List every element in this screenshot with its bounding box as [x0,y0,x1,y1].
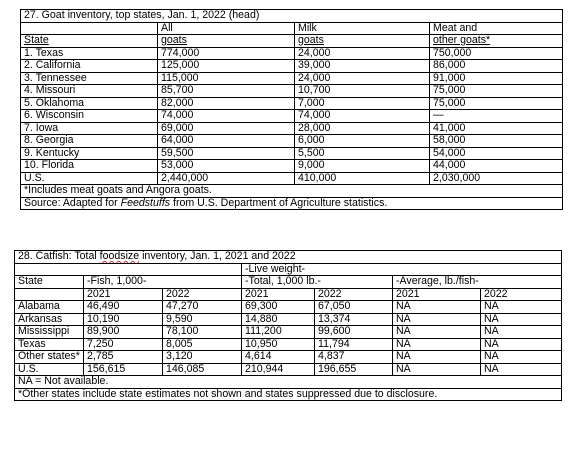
catfish-table-title [15,251,562,264]
cell-value: 47,270 [163,301,242,314]
row-label: 8. Georgia [21,135,158,148]
cell-value: 85,700 [158,85,295,98]
catfish-title-row [15,251,562,264]
cell-value: 774,000 [158,47,295,60]
cell-value: 7,000 [295,97,430,110]
catfish-title-foodsize: foodsize [99,250,140,262]
goat-source-row [21,197,563,210]
cell-value: 44,000 [430,160,563,173]
catfish-live-weight-spacer [15,263,242,276]
cell-value: 67,050 [315,301,393,314]
catfish-group-header-row [15,276,562,289]
cell-value: 78,100 [163,326,242,339]
cell-value: 28,000 [295,122,430,135]
goat-source-publication: Feedstuffs [120,197,171,209]
cell-value: 111,200 [242,326,315,339]
cell-value: 41,000 [430,122,563,135]
cell-value: 4,837 [315,351,393,364]
cell-value: 750,000 [430,47,563,60]
cell-value: NA [481,351,562,364]
cell-value: 10,190 [84,313,163,326]
goat-header-all: All [158,22,295,35]
catfish-title-pre: 28. Catfish: Total [18,250,100,262]
cell-value: 10,700 [295,85,430,98]
cell-value: 4,614 [242,351,315,364]
catfish-year-total-2022: 2022 [315,288,393,301]
row-label: Arkansas [15,313,84,326]
cell-value: 10,950 [242,338,315,351]
table-row [21,97,563,110]
catfish-year-total-2021: 2021 [242,288,315,301]
cell-value: NA [393,326,481,339]
cell-value: NA [393,301,481,314]
catfish-year-header-row [15,288,562,301]
table-row [21,135,563,148]
cell-value: NA [393,313,481,326]
table-row [15,363,562,376]
row-label: Texas [15,338,84,351]
row-label: 7. Iowa [21,122,158,135]
goat-inventory-table [20,9,563,210]
catfish-title-post: inventory, Jan. 1, 2021 and 2022 [139,250,296,262]
cell-value: 75,000 [430,97,563,110]
cell-value: 11,794 [315,338,393,351]
row-label: 6. Wisconsin [21,110,158,123]
goat-header-empty [21,22,158,35]
row-label: U.S. [21,172,158,185]
table-row [21,110,563,123]
goat-header-milk: Milk [295,22,430,35]
cell-value: 5,500 [295,147,430,160]
cell-value: 2,440,000 [158,172,295,185]
catfish-header-fish: -Fish, 1,000- [84,276,242,289]
cell-value: 7,250 [84,338,163,351]
goat-header-milk-goats: goats [295,35,430,48]
catfish-live-weight-label: -Live weight- [242,263,562,276]
cell-value: 2,030,000 [430,172,563,185]
cell-value: NA [393,351,481,364]
row-label: Alabama [15,301,84,314]
cell-value: NA [481,363,562,376]
row-label: 1. Texas [21,47,158,60]
row-label: 10. Florida [21,160,158,173]
catfish-header-state: State [15,276,84,289]
cell-value: NA [481,313,562,326]
table-row [21,47,563,60]
cell-value: 9,000 [295,160,430,173]
cell-value: 75,000 [430,85,563,98]
catfish-live-weight-row [15,263,562,276]
cell-value: 410,000 [295,172,430,185]
table-row [21,122,563,135]
goat-header-other-goats: other goats* [430,35,563,48]
cell-value: 86,000 [430,60,563,73]
cell-value: 115,000 [158,72,295,85]
cell-value: 99,600 [315,326,393,339]
row-label: Other states* [15,351,84,364]
table-row [21,72,563,85]
table-row [21,172,563,185]
table-row [15,301,562,314]
cell-value: NA [393,338,481,351]
cell-value: 59,500 [158,147,295,160]
cell-value: NA [393,363,481,376]
row-label: 4. Missouri [21,85,158,98]
goat-header-row-2 [21,35,563,48]
catfish-year-avg-2022: 2022 [481,288,562,301]
cell-value: 69,300 [242,301,315,314]
cell-value: 125,000 [158,60,295,73]
cell-value: 14,880 [242,313,315,326]
catfish-na-note-row [15,376,562,389]
row-label: 2. California [21,60,158,73]
goat-table-title: 27. Goat inventory, top states, Jan. 1, 2022 (head) [21,10,563,23]
cell-value: 13,374 [315,313,393,326]
catfish-year-fish-2021: 2021 [84,288,163,301]
table-row [15,326,562,339]
table-row [15,338,562,351]
goat-note: *Includes meat goats and Angora goats. [21,185,563,198]
cell-value: 24,000 [295,72,430,85]
goat-header-row-1 [21,22,563,35]
goat-source-post: from U.S. Department of Agriculture statistics. [170,197,388,209]
cell-value: NA [481,326,562,339]
cell-value: 196,655 [315,363,393,376]
cell-value: 64,000 [158,135,295,148]
table-row [21,147,563,160]
catfish-year-avg-2021: 2021 [393,288,481,301]
cell-value: NA [481,301,562,314]
goat-source-pre: Source: Adapted for [24,197,121,209]
cell-value: NA [481,338,562,351]
goat-header-all-goats: goats [158,35,295,48]
catfish-footnote: *Other states include state estimates not shown and states suppressed due to disclosure. [15,388,562,401]
catfish-na-note: NA = Not available. [15,376,562,389]
cell-value: 46,490 [84,301,163,314]
goat-note-row [21,185,563,198]
row-label: 9. Kentucky [21,147,158,160]
cell-value: 91,000 [430,72,563,85]
cell-value: 89,900 [84,326,163,339]
cell-value: 3,120 [163,351,242,364]
table-row [15,313,562,326]
goat-header-state: State [21,35,158,48]
table-row [21,160,563,173]
cell-value: 39,000 [295,60,430,73]
goat-source [21,197,563,210]
catfish-year-spacer [15,288,84,301]
cell-value: 54,000 [430,147,563,160]
cell-value: 82,000 [158,97,295,110]
cell-value: 74,000 [158,110,295,123]
cell-value: 69,000 [158,122,295,135]
goat-header-meat: Meat and [430,22,563,35]
catfish-inventory-table [14,250,562,401]
cell-value: 74,000 [295,110,430,123]
goat-title-row [21,10,563,23]
cell-value: 58,000 [430,135,563,148]
cell-value: 6,000 [295,135,430,148]
cell-value: 210,944 [242,363,315,376]
row-label: 5. Oklahoma [21,97,158,110]
cell-value: 53,000 [158,160,295,173]
cell-value: 156,615 [84,363,163,376]
table-row [21,85,563,98]
cell-value: 146,085 [163,363,242,376]
row-label: U.S. [15,363,84,376]
table-row [21,60,563,73]
cell-value: 8,005 [163,338,242,351]
table-row [15,351,562,364]
catfish-header-total: -Total, 1,000 lb.- [242,276,393,289]
catfish-footnote-row [15,388,562,401]
catfish-header-average: -Average, lb./fish- [393,276,562,289]
row-label: Mississippi [15,326,84,339]
cell-value: — [430,110,563,123]
cell-value: 9,590 [163,313,242,326]
catfish-year-fish-2022: 2022 [163,288,242,301]
cell-value: 2,785 [84,351,163,364]
cell-value: 24,000 [295,47,430,60]
row-label: 3. Tennessee [21,72,158,85]
